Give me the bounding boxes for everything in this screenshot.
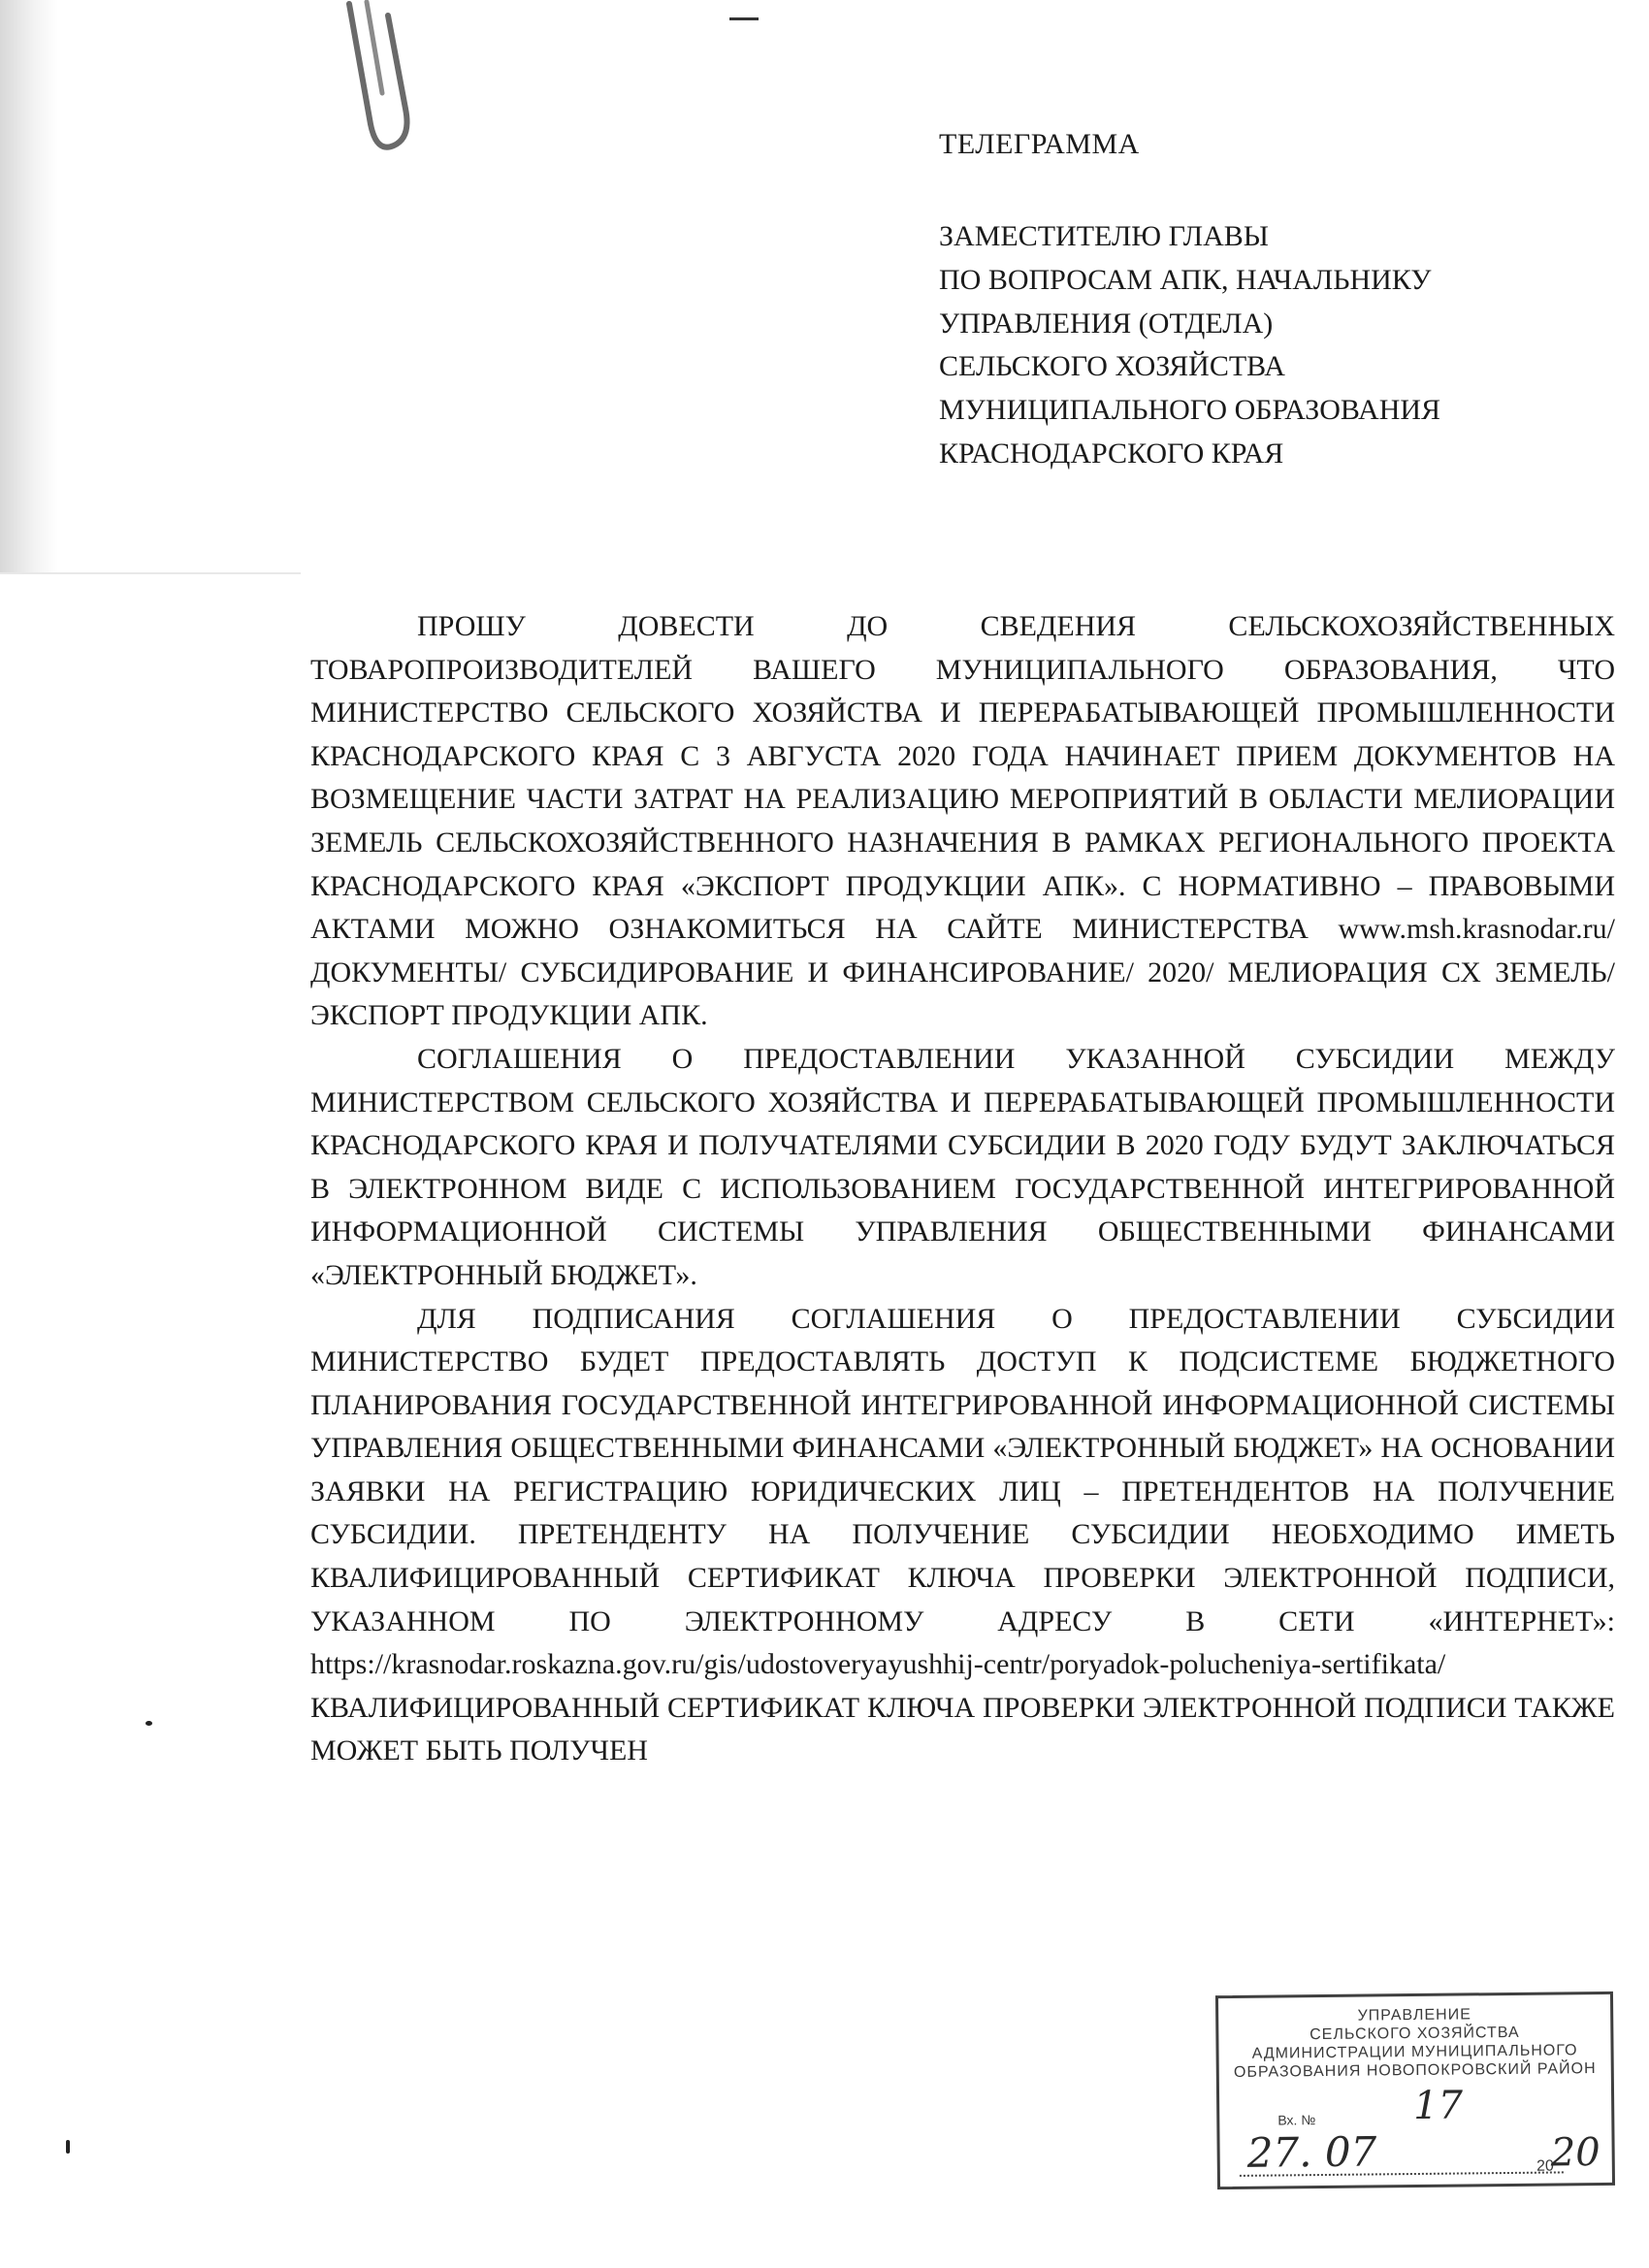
stamp-incoming-label: Вх. № bbox=[1277, 2112, 1316, 2128]
recipient-line: ПО ВОПРОСАМ АПК, НАЧАЛЬНИКУ bbox=[939, 263, 1432, 296]
body-paragraph: СОГЛАШЕНИЯ О ПРЕДОСТАВЛЕНИИ УКАЗАННОЙ СУБСИДИИ МЕЖДУ МИНИСТЕРСТВОМ СЕЛЬСКОГО ХОЗЯЙСТВА И ПЕРЕРАБАТЫВАЮЩЕЙ ПРОМЫШЛЕННОСТИ КРАСНОДАРСКОГО КРАЯ И ПОЛУЧАТЕЛЯМИ СУБСИДИИ В 2020 ГОДУ БУДУТ ЗАКЛЮЧАТЬСЯ В ЭЛЕКТРОННОМ ВИДЕ С ИСПОЛЬЗОВАНИЕМ ГОСУДАРСТВЕННОЙ ИНТЕГРИРОВАННОЙ ИНФОРМАЦИОННОЙ СИСТЕМЫ УПРАВЛЕНИЯ ОБЩЕСТВЕННЫМИ ФИНАНСАМИ «ЭЛЕКТРОННЫЙ БЮДЖЕТ». bbox=[310, 1042, 1615, 1291]
stamp-year-handwritten: 20 bbox=[1550, 2130, 1600, 2176]
body-paragraph: ДЛЯ ПОДПИСАНИЯ СОГЛАШЕНИЯ О ПРЕДОСТАВЛЕНИИ СУБСИДИИ МИНИСТЕРСТВО БУДЕТ ПРЕДОСТАВЛЯТЬ ДОСТУП К ПОДСИСТЕМЕ БЮДЖЕТНОГО ПЛАНИРОВАНИЯ ГОСУДАРСТВЕННОЙ ИНТЕГРИРОВАННОЙ ИНФОРМАЦИОННОЙ СИСТЕМЫ УПРАВЛЕНИЯ ОБЩЕСТВЕННЫМИ ФИНАНСАМИ «ЭЛЕКТРОННЫЙ БЮДЖЕТ» НА ОСНОВАНИИ ЗАЯВКИ НА РЕГИСТРАЦИЮ ЮРИДИЧЕСКИХ ЛИЦ – ПРЕТЕНДЕНТОВ НА ПОЛУЧЕНИЕ СУБСИДИИ. ПРЕТЕНДЕНТУ НА ПОЛУЧЕНИЕ СУБСИДИИ НЕОБХОДИМО ИМЕТЬ КВАЛИФИЦИРОВАННЫЙ СЕРТИФИКАТ КЛЮЧА ПРОВЕРКИ ЭЛЕКТРОННОЙ ПОДПИСИ, УКАЗАННОМ ПО ЭЛЕКТРОННОМУ АДРЕСУ В СЕТИ «ИНТЕРНЕТ»: https://krasnodar.roskazna.gov.ru/gis/udostoveryayushhij-centr/poryadok-polucheniya-sertifikata/ КВАЛИФИЦИРОВАННЫЙ СЕРТИФИКАТ КЛЮЧА ПРОВЕРКИ ЭЛЕКТРОННОЙ ПОДПИСИ ТАКЖЕ МОЖЕТ БЫТЬ ПОЛУЧЕН bbox=[310, 1302, 1615, 1767]
recipient-block bbox=[939, 215, 1440, 476]
paperclip-icon bbox=[338, 0, 425, 165]
scan-speck bbox=[66, 2140, 70, 2154]
recipient-line: УПРАВЛЕНИЯ (ОТДЕЛА) bbox=[939, 307, 1274, 340]
stamp-line: УПРАВЛЕНИЕ bbox=[1357, 2006, 1471, 2025]
sheet-edge bbox=[0, 572, 301, 574]
scan-speck bbox=[146, 1721, 152, 1726]
stamp-year-printed: 20 bbox=[1536, 2157, 1554, 2175]
stamp-line: ОБРАЗОВАНИЯ НОВОПОКРОВСКИЙ РАЙОН bbox=[1233, 2060, 1597, 2081]
registration-stamp bbox=[1215, 1992, 1615, 2189]
recipient-line: ЗАМЕСТИТЕЛЮ ГЛАВЫ bbox=[939, 220, 1269, 252]
telegram-body bbox=[310, 605, 1615, 1773]
scan-mark bbox=[729, 17, 759, 20]
stamp-line: СЕЛЬСКОГО ХОЗЯЙСТВА bbox=[1310, 2024, 1520, 2044]
stamp-incoming-number: 17 bbox=[1412, 2083, 1464, 2129]
stamp-date: 27. 07 bbox=[1246, 2127, 1377, 2177]
recipient-line: КРАСНОДАРСКОГО КРАЯ bbox=[939, 437, 1284, 470]
recipient-line: СЕЛЬСКОГО ХОЗЯЙСТВА bbox=[939, 350, 1285, 383]
recipient-line: МУНИЦИПАЛЬНОГО ОБРАЗОВАНИЯ bbox=[939, 394, 1441, 427]
document-type: ТЕЛЕГРАММА bbox=[939, 128, 1140, 160]
scan-shadow bbox=[0, 0, 58, 572]
stamp-line: АДМИНИСТРАЦИИ МУНИЦИПАЛЬНОГО bbox=[1251, 2042, 1578, 2062]
body-paragraph: ПРОШУ ДОВЕСТИ ДО СВЕДЕНИЯ СЕЛЬСКОХОЗЯЙСТВЕННЫХ ТОВАРОПРОИЗВОДИТЕЛЕЙ ВАШЕГО МУНИЦИПАЛЬНОГО ОБРАЗОВАНИЯ, ЧТО МИНИСТЕРСТВО СЕЛЬСКОГО ХОЗЯЙСТВА И ПЕРЕРАБАТЫВАЮЩЕЙ ПРОМЫШЛЕННОСТИ КРАСНОДАРСКОГО КРАЯ С 3 АВГУСТА 2020 ГОДА НАЧИНАЕТ ПРИЕМ ДОКУМЕНТОВ НА ВОЗМЕЩЕНИЕ ЧАСТИ ЗАТРАТ НА РЕАЛИЗАЦИЮ МЕРОПРИЯТИЙ В ОБЛАСТИ МЕЛИОРАЦИИ ЗЕМЕЛЬ СЕЛЬСКОХОЗЯЙСТВЕННОГО НАЗНАЧЕНИЯ В РАМКАХ РЕГИОНАЛЬНОГО ПРОЕКТА КРАСНОДАРСКОГО КРАЯ «ЭКСПОРТ ПРОДУКЦИИ АПК». С НОРМАТИВНО – ПРАВОВЫМИ АКТАМИ МОЖНО ОЗНАКОМИТЬСЯ НА САЙТЕ МИНИСТЕРСТВА www.msh.krasnodar.ru/ ДОКУМЕНТЫ/ СУБСИДИРОВАНИЕ И ФИНАНСИРОВАНИЕ/ 2020/ МЕЛИОРАЦИЯ СХ ЗЕМЕЛЬ/ ЭКСПОРТ ПРОДУКЦИИ АПК. bbox=[310, 610, 1615, 1032]
